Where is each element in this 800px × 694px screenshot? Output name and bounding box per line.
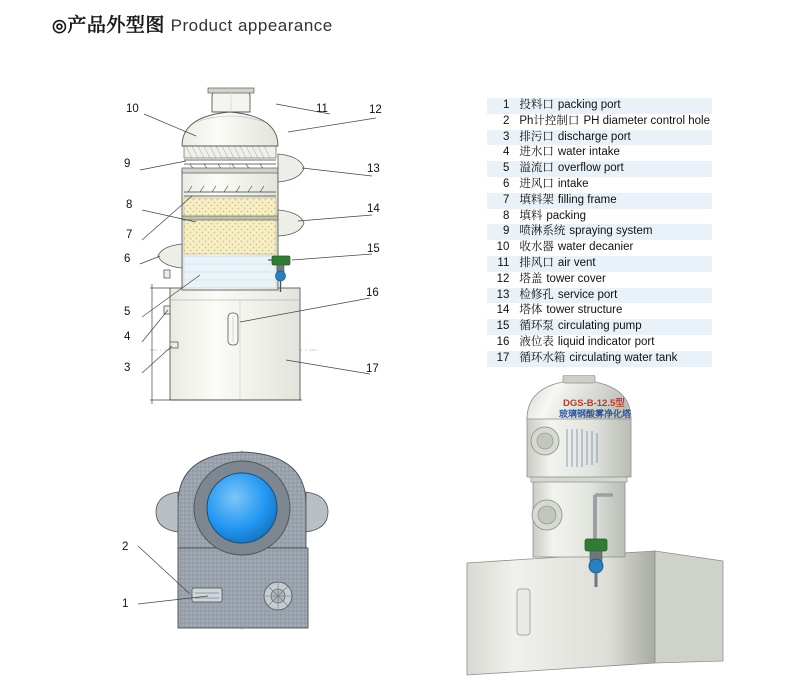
legend-num: 17 xyxy=(496,351,510,364)
legend-row xyxy=(487,240,712,256)
legend-label: 投料口 packing port xyxy=(519,99,621,111)
legend-row xyxy=(487,209,712,225)
legend-row xyxy=(487,161,712,177)
front-view-drawing xyxy=(120,430,420,670)
legend-label: 塔盖 tower cover xyxy=(519,272,606,285)
front-disc xyxy=(207,473,277,543)
legend-label: 塔体 tower structure xyxy=(519,304,623,317)
callout-12: 12 xyxy=(369,104,382,116)
legend-num: 1 xyxy=(502,99,510,111)
legend-num: 15 xyxy=(496,320,510,333)
water-decanier xyxy=(184,146,276,158)
legend-num: 12 xyxy=(496,272,510,285)
legend-table xyxy=(487,98,712,367)
water-zone xyxy=(184,256,276,288)
callout-3: 3 xyxy=(124,362,131,374)
legend-label: 排风口 air vent xyxy=(519,256,596,269)
legend-row xyxy=(487,98,712,114)
title-marker: ◎ xyxy=(52,16,68,35)
callout-10: 10 xyxy=(126,103,139,115)
legend-num: 2 xyxy=(502,114,510,127)
front-callout-2: 2 xyxy=(122,541,129,553)
legend-row xyxy=(487,224,712,240)
packing-port xyxy=(192,588,222,602)
legend-num: 14 xyxy=(496,304,510,317)
legend-num: 4 xyxy=(502,146,510,159)
page-title xyxy=(52,10,333,37)
photo-manhole-upper xyxy=(531,427,559,455)
legend-num: 13 xyxy=(496,288,510,301)
photo-manhole-lower xyxy=(532,500,562,530)
callout-16: 16 xyxy=(366,287,379,299)
ph-control-hole xyxy=(264,582,292,610)
callout-6: 6 xyxy=(124,253,131,265)
legend-label: Ph计控制口 PH diameter control hole xyxy=(519,114,710,127)
legend-num: 16 xyxy=(496,335,510,348)
nameplate-model: DGS-B-12.5型 xyxy=(563,398,625,409)
legend-label: 进风口 intake xyxy=(519,177,589,190)
photo-pump-body xyxy=(589,559,603,573)
tower-cover xyxy=(182,112,278,146)
legend-num: 10 xyxy=(496,241,510,254)
legend-label: 检修孔 service port xyxy=(519,288,618,301)
legend-num: 9 xyxy=(502,225,510,238)
legend-label: 收水器 water decanier xyxy=(519,241,634,254)
photo-pump-motor xyxy=(585,539,607,551)
legend-row xyxy=(487,193,712,209)
legend-label: 液位表 liquid indicator port xyxy=(519,335,655,348)
legend-label: 循环水箱 circulating water tank xyxy=(519,351,678,364)
legend-row xyxy=(487,335,712,351)
legend-row xyxy=(487,288,712,304)
legend-num: 11 xyxy=(497,256,510,269)
legend-row xyxy=(487,351,712,367)
legend-row xyxy=(487,177,712,193)
callout-5: 5 xyxy=(124,306,131,318)
callout-8: 8 xyxy=(126,199,133,211)
legend-row xyxy=(487,303,712,319)
flange-upper xyxy=(182,168,278,173)
legend-label: 进水口 water intake xyxy=(519,146,620,159)
legend-row xyxy=(487,319,712,335)
legend-label: 溢流口 overflow port xyxy=(519,162,624,175)
legend-row xyxy=(487,145,712,161)
legend-label: 循环泵 circulating pump xyxy=(519,320,642,333)
callout-4: 4 xyxy=(124,331,131,343)
legend-num: 3 xyxy=(502,130,510,143)
packing-zone xyxy=(184,198,276,254)
service-port xyxy=(278,154,304,182)
legend-row xyxy=(487,272,712,288)
legend-num: 5 xyxy=(502,162,510,175)
air-vent xyxy=(208,88,254,112)
callout-17: 17 xyxy=(366,363,379,375)
legend-label: 喷淋系统 spraying system xyxy=(519,225,653,238)
nameplate-product: 玻璃钢酸雾净化塔 xyxy=(559,409,632,419)
front-callout-1: 1 xyxy=(122,598,129,610)
legend-num: 6 xyxy=(502,177,510,190)
product-photo xyxy=(455,375,800,685)
legend-row xyxy=(487,130,712,146)
photo-liquid-indicator xyxy=(517,589,530,635)
title-en: Product appearance xyxy=(170,16,333,35)
legend-row xyxy=(487,256,712,272)
legend-label: 填料 packing xyxy=(519,209,586,222)
legend-num: 8 xyxy=(502,209,510,222)
legend-label: 排污口 discharge port xyxy=(519,130,631,143)
title-cn: 产品外型图 xyxy=(67,15,165,36)
callout-11: 11 xyxy=(316,103,328,115)
callout-13: 13 xyxy=(367,163,380,175)
photo-air-vent xyxy=(563,375,595,383)
legend-num: 7 xyxy=(502,193,510,206)
side-port xyxy=(278,210,304,236)
callout-9: 9 xyxy=(124,158,131,170)
section-view-drawing xyxy=(0,60,470,460)
callout-7: 7 xyxy=(126,229,133,241)
legend-row xyxy=(487,114,712,130)
legend-label: 填料架 filling frame xyxy=(519,193,617,206)
callout-14: 14 xyxy=(367,203,380,215)
intake-port xyxy=(158,244,182,268)
flange-mid xyxy=(182,216,278,220)
callout-15: 15 xyxy=(367,243,380,255)
liquid-indicator-port xyxy=(228,313,238,345)
